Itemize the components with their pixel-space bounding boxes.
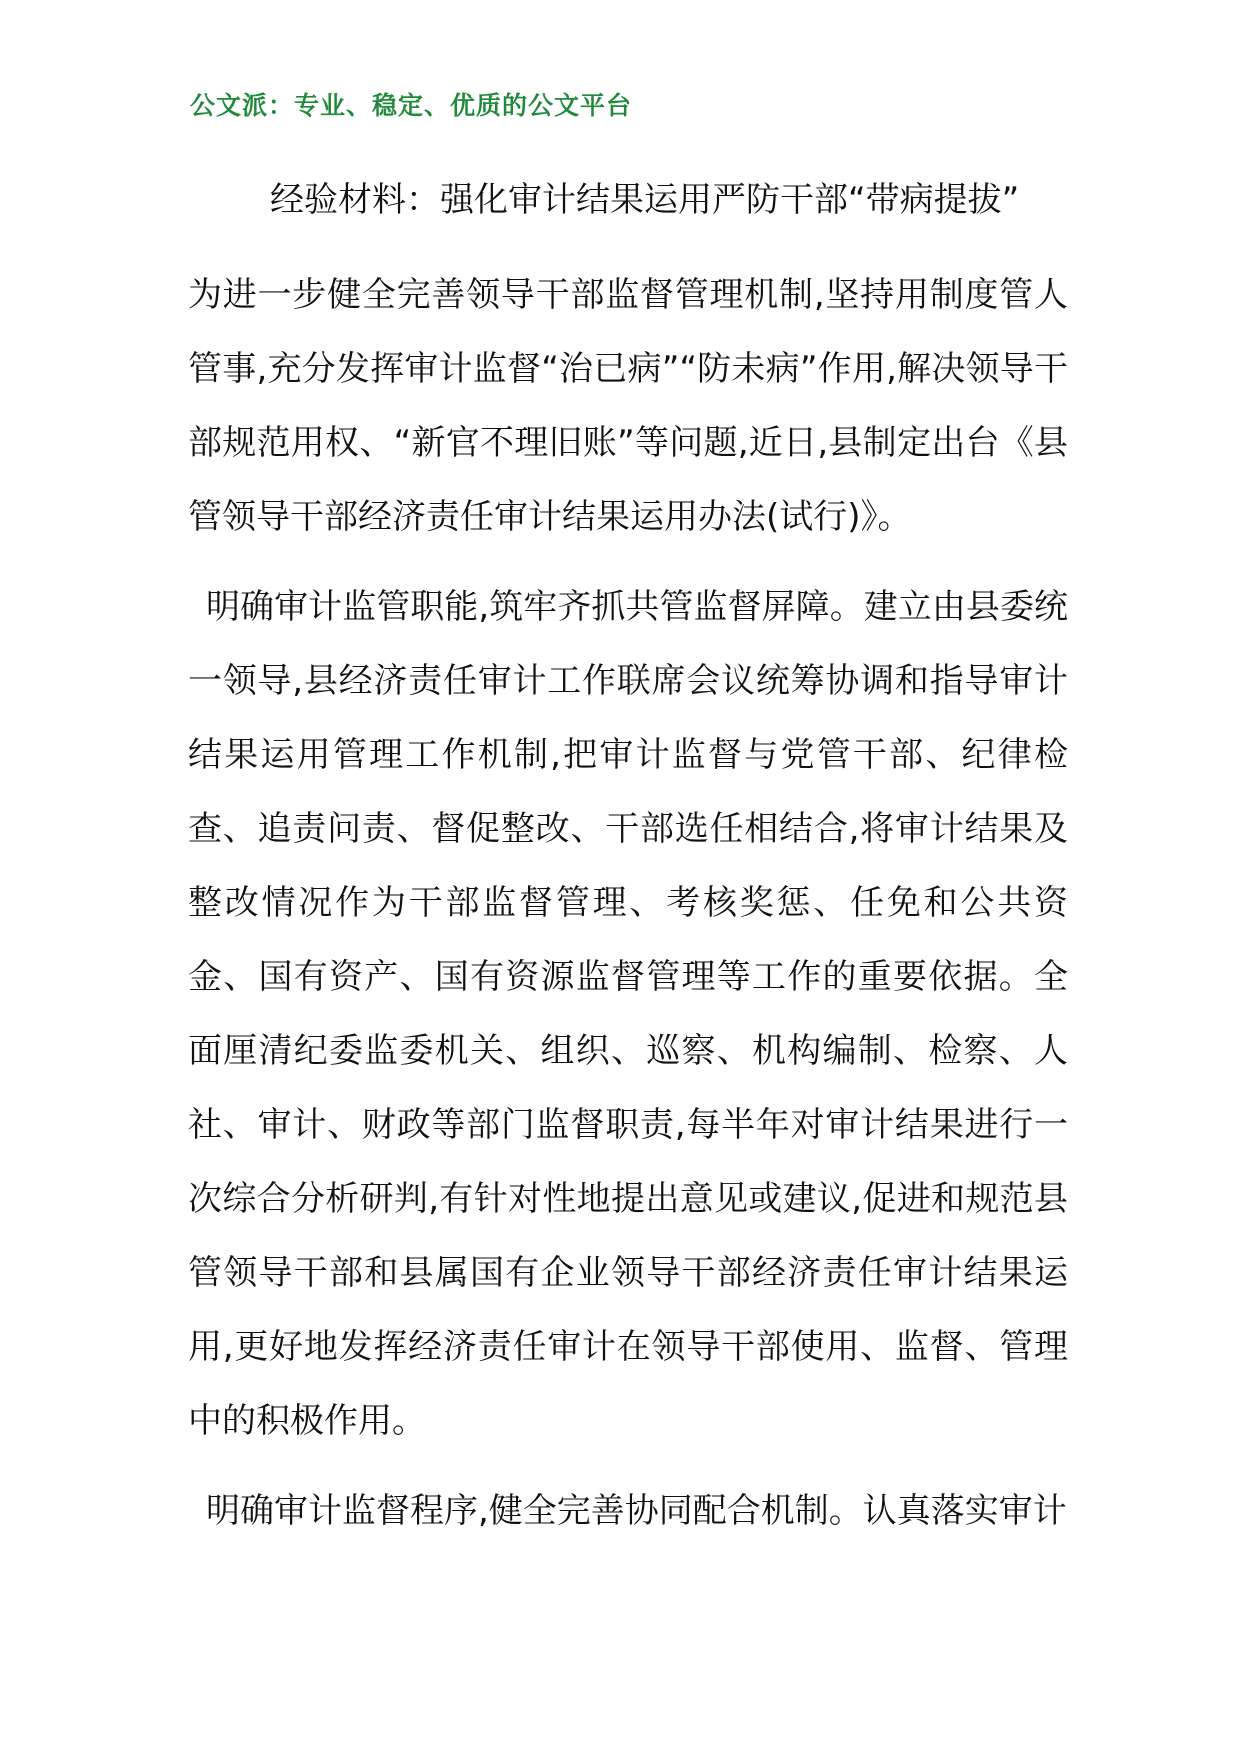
- site-header-banner: 公文派：专业、稳定、优质的公文平台: [190, 91, 633, 120]
- paragraph-audit-procedures: 明确审计监督程序,健全完善协同配合机制。认真落实审计: [206, 1491, 1067, 1531]
- document-title: 经验材料：强化审计结果运用严防干部“带病提拔”: [270, 180, 1020, 220]
- paragraph-intro: 为进一步健全完善领导干部监督管理机制,坚持用制度管人管事,充分发挥审计监督“治已病”“防未病”作用,解决领导干部规范用权、“新官不理旧账”等问题,近日,县制定出台《县管领导干部经济责任审计结果运用办法(试行)》。: [188, 275, 1068, 537]
- paragraph-audit-functions: 明确审计监管职能,筑牢齐抓共管监督屏障。建立由县委统一领导,县经济责任审计工作联席会议统筹协调和指导审计结果运用管理工作机制,把审计监督与党管干部、纪律检查、追责问责、督促整改、干部选任相结合,将审计结果及整改情况作为干部监督管理、考核奖惩、任免和公共资金、国有资产、国有资源监督管理等工作的重要依据。全面厘清纪委监委机关、组织、巡察、机构编制、检察、人社、审计、财政等部门监督职责,每半年对审计结果进行一次综合分析研判,有针对性地提出意见或建议,促进和规范县管领导干部和县属国有企业领导干部经济责任审计结果运用,更好地发挥经济责任审计在领导干部使用、监督、管理中的积极作用。: [188, 587, 1068, 1441]
- document-body: [188, 258, 1068, 1564]
